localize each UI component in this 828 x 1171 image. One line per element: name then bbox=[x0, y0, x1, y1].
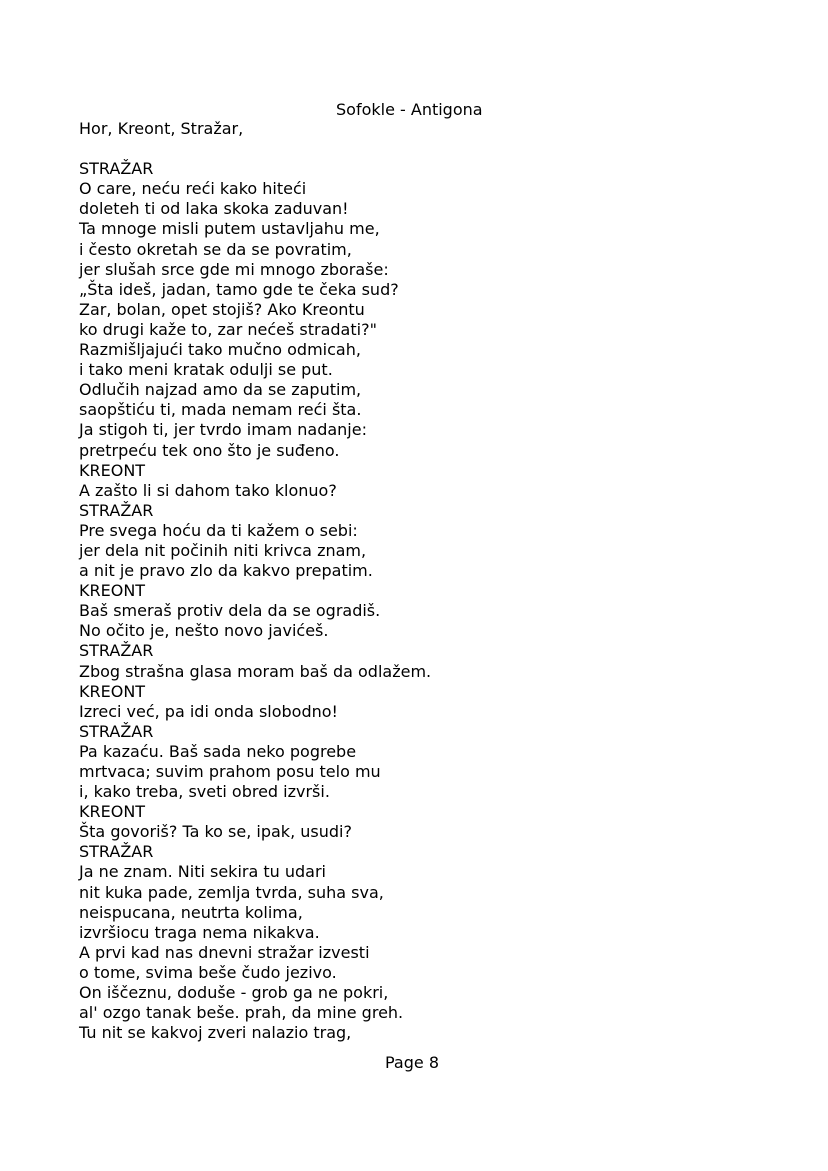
page-header: Sofokle - Antigona bbox=[336, 100, 483, 119]
play-text bbox=[79, 119, 799, 1043]
text-line: Šta govoriš? Ta ko se, ipak, usudi? bbox=[79, 822, 352, 842]
text-line: doleteh ti od laka skoka zaduvan! bbox=[79, 199, 349, 219]
text-line: a nit je pravo zlo da kakvo prepatim. bbox=[79, 561, 373, 581]
text-line: o tome, svima beše čudo jezivo. bbox=[79, 962, 337, 982]
speaker-name: KREONT bbox=[79, 681, 146, 701]
page-number: Page 8 bbox=[385, 1053, 439, 1072]
text-line: No očito je, nešto novo javićeš. bbox=[79, 621, 329, 641]
text-line: Ta mnoge misli putem ustavljahu me, bbox=[79, 219, 380, 239]
text-line: jer dela nit počinih niti krivca znam, bbox=[79, 540, 367, 560]
speaker-name: STRAŽAR bbox=[79, 842, 154, 862]
text-line: ko drugi kaže to, zar nećeš stradati?" bbox=[79, 319, 377, 339]
text-line: Ja stigoh ti, jer tvrdo imam nadanje: bbox=[79, 420, 367, 440]
text-line: al' ozgo tanak beše. prah, da mine greh. bbox=[79, 1003, 404, 1023]
text-line: i tako meni kratak odulji se put. bbox=[79, 360, 333, 380]
speaker-name: STRAŽAR bbox=[79, 721, 154, 741]
text-line: Pre svega hoću da ti kažem o sebi: bbox=[79, 520, 358, 540]
text-line: Zbog strašna glasa moram baš da odlažem. bbox=[79, 661, 432, 681]
text-line: A zašto li si dahom tako klonuo? bbox=[79, 480, 337, 500]
text-line: Hor, Kreont, Stražar, bbox=[79, 119, 244, 138]
speaker-name: STRAŽAR bbox=[79, 641, 154, 661]
text-line: Razmišljajući tako mučno odmicah, bbox=[79, 340, 361, 360]
text-line: neispucana, neutrta kolima, bbox=[79, 902, 303, 922]
text-line: nit kuka pade, zemlja tvrda, suha sva, bbox=[79, 882, 384, 902]
text-line: „Šta ideš, jadan, tamo gde te čeka sud? bbox=[79, 279, 399, 299]
text-line: O care, neću reći kako hiteći bbox=[79, 179, 307, 199]
blank-line bbox=[79, 139, 799, 159]
text-line: i, kako treba, sveti obred izvrši. bbox=[79, 782, 330, 802]
text-line: Izreci već, pa idi onda slobodno! bbox=[79, 701, 338, 721]
text-line: saopštiću ti, mada nemam reći šta. bbox=[79, 400, 362, 420]
text-line: izvršiocu traga nema nikakva. bbox=[79, 922, 320, 942]
speaker-name: KREONT bbox=[79, 460, 146, 480]
text-line: mrtvaca; suvim prahom posu telo mu bbox=[79, 762, 381, 781]
text-line: A prvi kad nas dnevni stražar izvesti bbox=[79, 942, 370, 962]
speaker-name: STRAŽAR bbox=[79, 500, 154, 520]
text-line: Zar, bolan, opet stojiš? Ako Kreontu bbox=[79, 299, 365, 319]
text-line: Baš smeraš protiv dela da se ogradiš. bbox=[79, 601, 381, 621]
speaker-name: KREONT bbox=[79, 802, 146, 822]
text-line: Tu nit se kakvoj zveri nalazio trag, bbox=[79, 1023, 352, 1043]
speaker-name: KREONT bbox=[79, 581, 146, 601]
text-line: On iščeznu, doduše - grob ga ne pokri, bbox=[79, 983, 389, 1003]
text-line: Odlučih najzad amo da se zaputim, bbox=[79, 380, 362, 400]
text-line: jer slušah srce gde mi mnogo zboraše: bbox=[79, 259, 389, 279]
text-line: Pa kazaću. Baš sada neko pogrebe bbox=[79, 741, 357, 761]
speaker-name: STRAŽAR bbox=[79, 159, 154, 179]
text-line: i često okretah se da se povratim, bbox=[79, 239, 352, 259]
text-line: Ja ne znam. Niti sekira tu udari bbox=[79, 862, 326, 882]
text-line: pretrpeću tek ono što je suđeno. bbox=[79, 440, 340, 460]
